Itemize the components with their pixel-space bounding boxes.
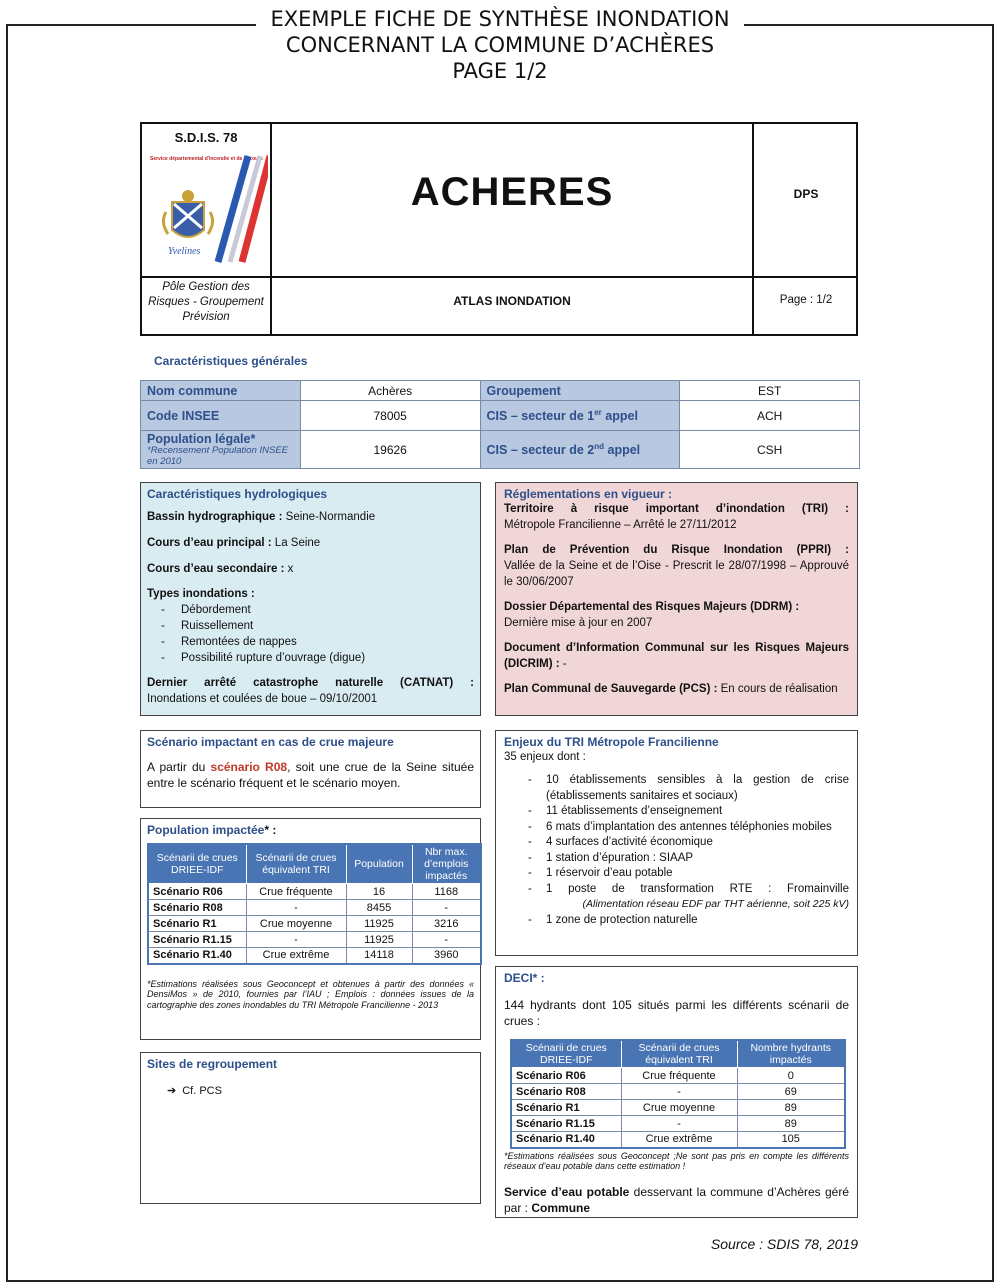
hydro-title: Caractéristiques hydrologiques: [147, 487, 328, 501]
enjeux-list: [504, 773, 849, 928]
table-cell: Crue extrême: [246, 948, 346, 964]
pop-col-header: Scénarii de crues équivalent TRI: [246, 844, 346, 884]
cis2-label: [480, 431, 680, 469]
list-item: - 11 établissements d’enseignement: [504, 804, 849, 820]
cis1-label: [480, 401, 680, 431]
logo-text: Service départemental d'incendie et de secours: [150, 156, 263, 162]
pop-col-header: Nbr max. d’emplois impactés: [412, 844, 481, 884]
list-item: - Ruissellement: [147, 618, 474, 634]
arrow-right-icon: ➔: [167, 1085, 177, 1097]
table-row: [511, 1100, 845, 1116]
table-cell: -: [621, 1084, 737, 1100]
frame-title: [0, 6, 1000, 84]
population-title-star: * :: [264, 823, 277, 837]
pole-label: Pôle Gestion des Risques - Groupement Prévision: [148, 281, 264, 323]
table-cell: Scénario R1.40: [148, 948, 246, 964]
frame-title-line-1: EXEMPLE FICHE DE SYNTHÈSE INONDATION: [256, 7, 743, 31]
population-note: *Estimations réalisées sous Geoconcept et obtenues à partir des données « DensiMos » de 2010, fournies par l’IAU ; Emplois : données issues de la cartographie des zones inondables du TRI Métropole Francilienne - 2013: [147, 978, 474, 1010]
list-item: - Possibilité rupture d’ouvrage (digue): [147, 650, 474, 666]
rte-note-item: [504, 897, 849, 913]
deci-title: DECI* :: [504, 971, 545, 985]
cis1-label-b: appel: [601, 409, 638, 424]
general-table: [140, 380, 860, 469]
scenario-text-a: A partir du: [147, 760, 211, 774]
logo-signature: Yvelines: [168, 246, 201, 257]
list-item: - 1 zone de protection naturelle: [504, 913, 849, 929]
population-title: Population impactée: [147, 823, 265, 837]
deci-col-header: Nombre hydrants impactés: [737, 1040, 845, 1068]
insee-value: 78005: [300, 401, 480, 431]
table-cell: 16: [346, 884, 412, 900]
deci-col-header: Scénarii de crues équivalent TRI: [621, 1040, 737, 1068]
scenario-title: Scénario impactant en cas de crue majeure: [147, 735, 394, 749]
table-row: [511, 1116, 845, 1132]
table-cell: Scénario R1.15: [511, 1116, 621, 1132]
frame-title-line-2: CONCERNANT LA COMMUNE D’ACHÈRES: [272, 33, 728, 57]
list-item: - 1 station d’épuration : SIAAP: [504, 851, 849, 867]
table-row: [148, 916, 481, 932]
list-item: - Débordement: [147, 602, 474, 618]
table-row: [511, 1084, 845, 1100]
enjeux-title: Enjeux du TRI Métropole Francilienne: [504, 735, 719, 749]
table-cell: 89: [737, 1116, 845, 1132]
tri-label: Territoire à risque important d’inondation (TRI) :: [504, 503, 849, 515]
table-cell: -: [246, 932, 346, 948]
table-row: [148, 900, 481, 916]
cis2-label-a: CIS – secteur de 2: [486, 443, 595, 458]
list-item: - 6 mats d’implantation des antennes téléphonies mobiles: [504, 820, 849, 836]
sheet-header: [140, 122, 858, 336]
bassin-label: Bassin hydrographique :: [147, 511, 283, 523]
cis1-label-a: CIS – secteur de 1: [486, 409, 595, 424]
table-cell: -: [246, 900, 346, 916]
pop-note: *Recensement Population INSEE en 2010: [147, 444, 288, 467]
table-cell: 1168: [412, 884, 481, 900]
table-cell: 14118: [346, 948, 412, 964]
population-table: [147, 843, 482, 965]
table-cell: Scénario R06: [511, 1068, 621, 1084]
pop-col-header: Population: [346, 844, 412, 884]
rte-note: (Alimentation réseau EDF par THT aérienne, soit 225 kV): [582, 898, 849, 910]
list-item: - Remontées de nappes: [147, 634, 474, 650]
service-text: desservant la commune d’Achères géré par :: [504, 1184, 849, 1215]
frame-title-line-3: PAGE 1/2: [438, 59, 561, 83]
catnat-label: Dernier arrêté catastrophe naturelle (CATNAT) :: [147, 677, 474, 689]
sites-title: Sites de regroupement: [147, 1057, 278, 1071]
dicrim-value: -: [559, 658, 567, 670]
cis1-sup: er: [594, 407, 602, 417]
table-cell: Scénario R08: [511, 1084, 621, 1100]
groupement-label: Groupement: [480, 381, 680, 401]
dicrim-label: Document d’Information Communal sur les Risques Majeurs (DICRIM) :: [504, 642, 849, 670]
scenario-box: [140, 730, 481, 808]
ppri-label: Plan de Prévention du Risque Inondation (PPRI) :: [504, 544, 849, 556]
deci-box: [495, 966, 858, 1218]
tri-value: Métropole Francilienne – Arrêté le 27/11/2012: [504, 519, 737, 531]
table-row: [511, 1068, 845, 1084]
table-cell: 69: [737, 1084, 845, 1100]
service-value: Commune: [531, 1200, 591, 1215]
pop-label: Population légale*: [147, 431, 256, 446]
scenario-highlight: scénario R08: [210, 760, 288, 774]
table-cell: -: [412, 932, 481, 948]
deci-table: [510, 1039, 846, 1149]
table-cell: Crue fréquente: [621, 1068, 737, 1084]
commune-title: ACHERES: [410, 170, 614, 214]
table-cell: Scénario R1.40: [511, 1132, 621, 1148]
table-cell: 0: [737, 1068, 845, 1084]
population-box: [140, 818, 481, 1040]
table-row: [511, 1132, 845, 1148]
table-cell: 105: [737, 1132, 845, 1148]
table-cell: Crue moyenne: [246, 916, 346, 932]
rte-item-text: 1 poste de transformation RTE : Fromainville: [546, 882, 849, 895]
atlas-label: ATLAS INONDATION: [453, 294, 571, 308]
types-label: Types inondations :: [147, 588, 255, 600]
groupement-value: EST: [680, 381, 860, 401]
ddrm-label: Dossier Départemental des Risques Majeurs (DDRM) :: [504, 601, 800, 613]
sites-box: [140, 1052, 481, 1204]
cours-principal-label: Cours d’eau principal :: [147, 537, 272, 549]
deci-col-header: Scénarii de crues DRIEE-IDF: [511, 1040, 621, 1068]
sdis-logo: [148, 152, 268, 272]
deci-note: *Estimations réalisées sous Geoconcept ;Ne sont pas pris en compte les différents réseaux d’eau potable dans cette estimation !: [504, 1150, 849, 1171]
table-cell: Crue extrême: [621, 1132, 737, 1148]
pop-col-header: Scénarii de crues DRIEE-IDF: [148, 844, 246, 884]
cis2-value: CSH: [680, 431, 860, 469]
pcs-value: En cours de réalisation: [717, 683, 838, 695]
list-item: - 1 réservoir d’eau potable: [504, 866, 849, 882]
list-item: [504, 882, 849, 898]
enjeux-box: [495, 730, 858, 956]
table-cell: 8455: [346, 900, 412, 916]
table-row: [148, 884, 481, 900]
table-cell: Scénario R1: [148, 916, 246, 932]
pop-value: 19626: [300, 431, 480, 469]
table-cell: Scénario R08: [148, 900, 246, 916]
pcs-label: Plan Communal de Sauvegarde (PCS) :: [504, 683, 718, 695]
pop-label-cell: [141, 431, 301, 469]
general-title: Caractéristiques générales: [154, 354, 308, 368]
regl-title: Réglementations en vigueur :: [504, 487, 673, 501]
cours-secondaire-value: x: [284, 563, 294, 575]
types-list: [147, 602, 474, 666]
list-item: - 10 établissements sensibles à la gestion de crise (établissements sanitaires et sociaux): [504, 773, 849, 804]
ddrm-value: Dernière mise à jour en 2007: [504, 617, 653, 629]
nom-commune-label: Nom commune: [141, 381, 301, 401]
table-row: [148, 948, 481, 964]
cis2-sup: nd: [594, 441, 605, 451]
scenario-text-b: , soit une crue de la Seine située entre le scénario fréquent et le scénario moyen.: [147, 760, 474, 790]
table-cell: 3960: [412, 948, 481, 964]
table-cell: 3216: [412, 916, 481, 932]
table-cell: Scénario R1.15: [148, 932, 246, 948]
list-item: - 4 surfaces d’activité économique: [504, 835, 849, 851]
source-label: Source : SDIS 78, 2019: [710, 1236, 858, 1252]
bassin-value: Seine-Normandie: [282, 511, 376, 523]
insee-label: Code INSEE: [141, 401, 301, 431]
table-row: [148, 932, 481, 948]
ppri-value: Vallée de la Seine et de l’Oise - Prescrit le 28/07/1998 – Approuvé le 30/06/2007: [504, 560, 849, 588]
table-cell: Scénario R06: [148, 884, 246, 900]
nom-commune-value: Achères: [300, 381, 480, 401]
table-cell: 89: [737, 1100, 845, 1116]
table-cell: Crue moyenne: [621, 1100, 737, 1116]
page-label: Page : 1/2: [779, 294, 833, 306]
org-name: S.D.I.S. 78: [174, 130, 238, 145]
catnat-value: Inondations et coulées de boue – 09/10/2001: [147, 693, 378, 705]
table-cell: Crue fréquente: [246, 884, 346, 900]
sites-item: Cf. PCS: [182, 1085, 222, 1097]
cis1-value: ACH: [680, 401, 860, 431]
sdis-logo-svg: [148, 152, 268, 272]
table-cell: -: [412, 900, 481, 916]
hydro-box: [140, 482, 481, 716]
dps-label: DPS: [793, 187, 819, 201]
table-cell: -: [621, 1116, 737, 1132]
table-cell: 11925: [346, 932, 412, 948]
service-label: Service d’eau potable: [504, 1184, 630, 1199]
cours-secondaire-label: Cours d’eau secondaire :: [147, 563, 285, 575]
cours-principal-value: La Seine: [271, 537, 321, 549]
enjeux-intro: 35 enjeux dont :: [504, 751, 586, 763]
cis2-label-b: appel: [604, 443, 641, 458]
table-cell: Scénario R1: [511, 1100, 621, 1116]
table-cell: 11925: [346, 916, 412, 932]
regl-box: [495, 482, 858, 716]
deci-intro: 144 hydrants dont 105 situés parmi les différents scénarii de crues :: [504, 998, 849, 1028]
